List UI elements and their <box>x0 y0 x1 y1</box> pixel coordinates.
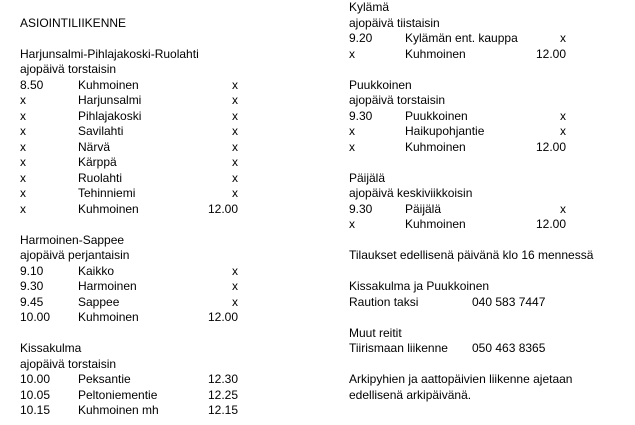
stop-arrival: x <box>232 155 238 169</box>
stop-arrival: x <box>232 263 238 278</box>
timetable-row <box>20 264 320 280</box>
stop-time: 10.15 <box>20 403 51 417</box>
stop-time: x <box>349 139 355 154</box>
stop-place: Kuhmoinen <box>405 139 466 154</box>
stop-arrival: x <box>560 124 566 138</box>
stop-arrival: 12.00 <box>535 46 566 61</box>
stop-arrival: 12.25 <box>207 387 238 402</box>
timetable-row <box>20 388 320 404</box>
stop-place: Ruolahti <box>78 170 123 185</box>
timetable-row <box>349 217 635 233</box>
timetable-row <box>20 372 320 388</box>
orders-note: Tilaukset edellisenä päivänä klo 16 mennessä <box>349 248 594 262</box>
stop-time: x <box>349 46 355 61</box>
contact-name: Raution taksi <box>349 294 419 309</box>
stop-arrival: x <box>232 124 238 138</box>
stop-time: 8.50 <box>20 77 44 92</box>
timetable-row <box>20 403 320 419</box>
stop-time: x <box>349 124 355 138</box>
timetable-row <box>20 202 320 218</box>
stop-place: Kuhmoinen <box>78 310 139 324</box>
route-day: ajopäivä tiistaisin <box>349 15 440 30</box>
route-name: Päijälä <box>349 170 386 185</box>
route-day: ajopäivä perjantaisin <box>20 248 130 262</box>
stop-arrival: x <box>232 108 238 123</box>
stop-arrival: 12.00 <box>535 217 566 231</box>
stop-time: x <box>349 217 355 231</box>
stop-place: Puukkoinen <box>405 108 468 123</box>
stop-time: x <box>20 186 26 200</box>
stop-arrival: 12.00 <box>535 139 566 154</box>
stop-arrival: x <box>560 108 566 123</box>
stop-time: x <box>20 155 26 169</box>
timetable-row <box>20 279 320 295</box>
stop-place: Kuhmoinen <box>78 201 139 216</box>
timetable-row <box>20 171 320 187</box>
stop-time: 9.30 <box>349 108 373 123</box>
stop-place: Harmoinen <box>78 279 137 293</box>
stop-place: Päijälä <box>405 201 442 216</box>
stop-place: Kuhmoinen <box>78 77 139 92</box>
stop-arrival: x <box>232 139 238 154</box>
timetable-row <box>349 47 635 63</box>
stop-place: Kaikko <box>78 263 115 278</box>
holiday-note: Arkipyhien ja aattopäivien liikenne ajetaan <box>349 372 573 386</box>
stop-arrival: x <box>232 294 238 309</box>
stop-time: x <box>20 201 26 216</box>
stop-arrival: x <box>232 170 238 185</box>
stop-place: Kuhmoinen <box>405 46 466 61</box>
timetable-row <box>349 109 635 125</box>
stop-time: x <box>20 93 26 107</box>
left-column <box>20 0 320 419</box>
stop-arrival: 12.00 <box>207 310 238 324</box>
contact-heading: Kissakulma ja Puukkoinen <box>349 279 490 293</box>
timetable-row <box>20 295 320 311</box>
contact-heading: Muut reitit <box>349 325 402 340</box>
timetable-row <box>20 109 320 125</box>
stop-time: x <box>20 124 26 138</box>
route-name: Kylämä <box>349 0 390 14</box>
stop-arrival: x <box>560 201 566 216</box>
timetable-row <box>20 78 320 94</box>
timetable-row <box>20 155 320 171</box>
stop-time: 10.05 <box>20 387 51 402</box>
contact-name: Tiirismaan liikenne <box>349 341 448 355</box>
timetable-row <box>349 202 635 218</box>
stop-arrival: x <box>560 31 566 45</box>
stop-place: Kylämän ent. kauppa <box>405 31 518 45</box>
contact-phone: 040 583 7447 <box>472 294 546 309</box>
timetable-row <box>349 31 635 47</box>
stop-place: Peltoniementie <box>78 387 158 402</box>
stop-time: x <box>20 139 26 154</box>
stop-place: Peksantie <box>78 372 131 386</box>
stop-place: Närvä <box>78 139 111 154</box>
timetable-row <box>20 186 320 202</box>
route-day: ajopäivä keskiviikkoisin <box>349 186 473 200</box>
stop-arrival: x <box>232 279 238 293</box>
contact-row <box>349 341 635 357</box>
stop-time: 9.10 <box>20 263 44 278</box>
stop-place: Kuhmoinen <box>405 217 466 231</box>
timetable-row <box>20 93 320 109</box>
stop-place: Harjunsalmi <box>78 93 142 107</box>
contact-row <box>349 295 635 311</box>
stop-time: 9.45 <box>20 294 44 309</box>
route-day: ajopäivä torstaisin <box>20 356 117 371</box>
route-name: Puukkoinen <box>349 77 412 92</box>
stop-place: Kärppä <box>78 155 117 169</box>
timetable-row <box>20 124 320 140</box>
stop-time: 9.30 <box>349 201 373 216</box>
route-day: ajopäivä torstaisin <box>349 93 446 107</box>
stop-time: 9.20 <box>349 31 373 45</box>
stop-place: Sappee <box>78 294 120 309</box>
stop-time: x <box>20 108 26 123</box>
stop-arrival: x <box>232 77 238 92</box>
timetable-row <box>20 310 320 326</box>
contact-phone: 050 463 8365 <box>472 341 546 355</box>
stop-place: Savilahti <box>78 124 124 138</box>
stop-arrival: 12.00 <box>207 201 238 216</box>
stop-arrival: 12.30 <box>207 372 238 386</box>
stop-time: x <box>20 170 26 185</box>
stop-place: Haikupohjantie <box>405 124 485 138</box>
stop-place: Kuhmoinen mh <box>78 403 159 417</box>
timetable-row <box>349 124 635 140</box>
timetable-row <box>349 140 635 156</box>
stop-arrival: x <box>232 186 238 200</box>
stop-arrival: x <box>232 93 238 107</box>
route-name: Kissakulma <box>20 341 82 355</box>
stop-place: Tehinniemi <box>78 186 136 200</box>
route-name: Harmoinen-Sappee <box>20 232 125 247</box>
stop-arrival: 12.15 <box>207 403 238 417</box>
stop-time: 9.30 <box>20 279 44 293</box>
document-title: ASIOINTILIIKENNE <box>20 15 127 30</box>
stop-place: Pihlajakoski <box>78 108 142 123</box>
route-name: Harjunsalmi-Pihlajakoski-Ruolahti <box>20 46 199 61</box>
timetable-row <box>20 140 320 156</box>
stop-time: 10.00 <box>20 372 51 386</box>
route-day: ajopäivä torstaisin <box>20 62 117 76</box>
stop-time: 10.00 <box>20 310 51 324</box>
right-column <box>349 0 635 403</box>
holiday-note: edellisenä arkipäivänä. <box>349 387 472 402</box>
